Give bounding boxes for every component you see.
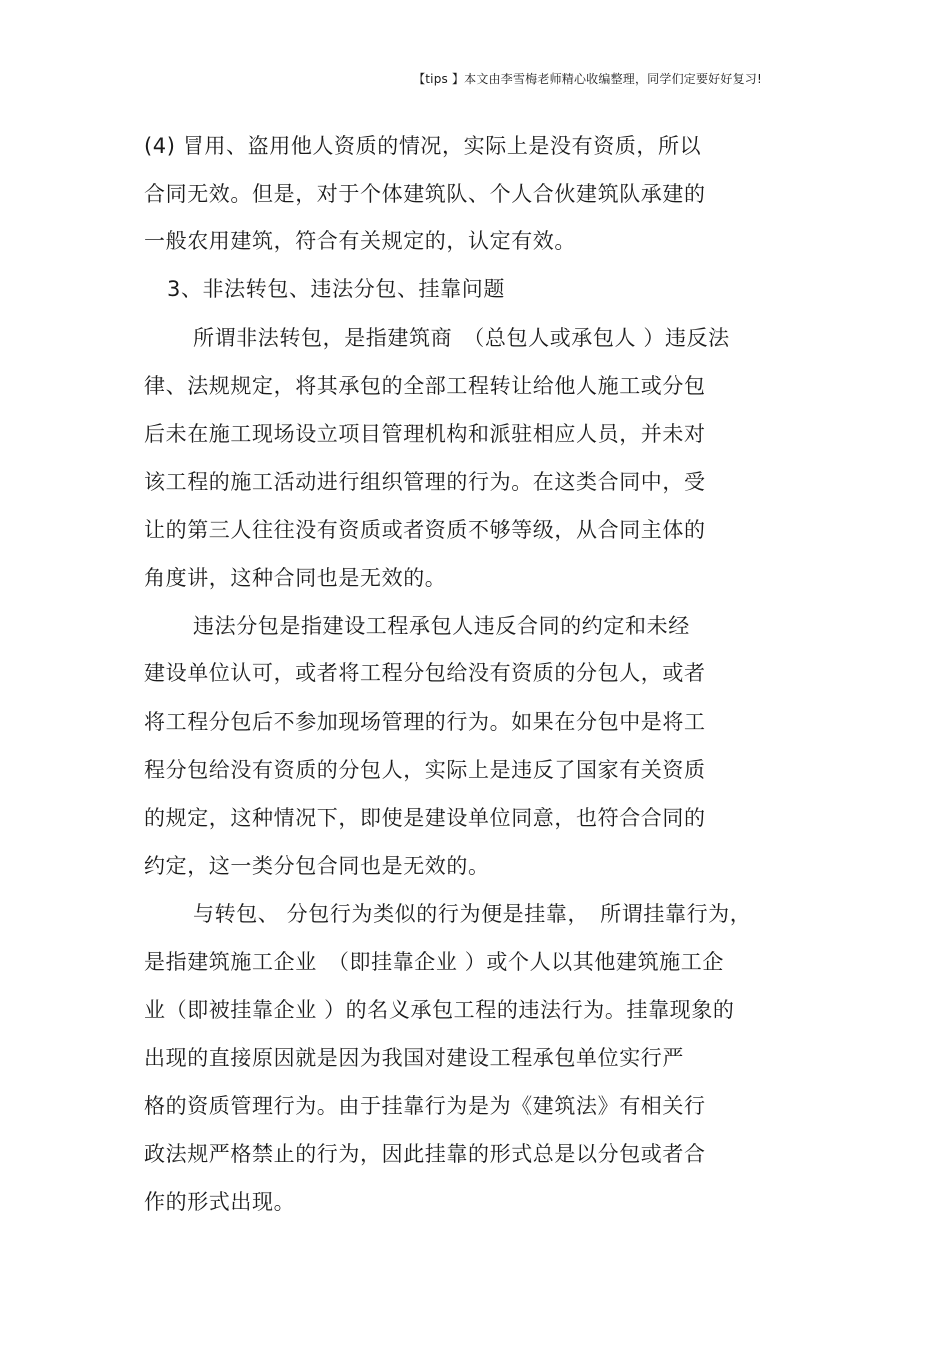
body-line: 违法分包是指建设工程承包人违反合同的约定和未经 <box>193 614 690 638</box>
header-tip: 【tips 】本文由李雪梅老师精心收编整理，同学们定要好好复习! <box>413 72 762 86</box>
body-line: 将工程分包后不参加现场管理的行为。如果在分包中是将工 <box>144 710 706 734</box>
section-heading: 3、非法转包、违法分包、挂靠问题 <box>167 277 505 301</box>
body-line: 出现的直接原因就是因为我国对建设工程承包单位实行严 <box>144 1046 684 1070</box>
body-line: 约定，这一类分包合同也是无效的。 <box>144 854 490 878</box>
body-line: 作的形式出现。 <box>144 1190 296 1214</box>
body-line: 合同无效。但是，对于个体建筑队、个人合伙建筑队承建的 <box>144 182 706 206</box>
body-line: 业（即被挂靠企业 ）的名义承包工程的违法行为。挂靠现象的 <box>144 998 735 1022</box>
body-line: (4) 冒用、盗用他人资质的情况，实际上是没有资质，所以 <box>144 134 702 158</box>
body-line: 让的第三人往往没有资质或者资质不够等级，从合同主体的 <box>144 518 706 542</box>
body-line: 所谓非法转包，是指建筑商 （总包人或承包人 ）违反法 <box>193 326 730 350</box>
body-line: 程分包给没有资质的分包人，实际上是违反了国家有关资质 <box>144 758 706 782</box>
body-line: 格的资质管理行为。由于挂靠行为是为《建筑法》有相关行 <box>144 1094 706 1118</box>
body-line: 与转包、 分包行为类似的行为便是挂靠， 所谓挂靠行为， <box>193 902 752 926</box>
body-line: 一般农用建筑，符合有关规定的，认定有效。 <box>144 229 576 253</box>
body-line: 角度讲，这种合同也是无效的。 <box>144 566 447 590</box>
body-line: 政法规严格禁止的行为，因此挂靠的形式总是以分包或者合 <box>144 1142 706 1166</box>
body-line: 建设单位认可，或者将工程分包给没有资质的分包人，或者 <box>144 661 706 685</box>
body-line: 的规定，这种情况下，即使是建设单位同意，也符合合同的 <box>144 806 706 830</box>
body-line: 后未在施工现场设立项目管理机构和派驻相应人员，并未对 <box>144 422 706 446</box>
body-line: 该工程的施工活动进行组织管理的行为。在这类合同中，受 <box>144 470 706 494</box>
body-line: 是指建筑施工企业 （即挂靠企业 ）或个人以其他建筑施工企 <box>144 950 724 974</box>
body-line: 律、法规规定，将其承包的全部工程转让给他人施工或分包 <box>144 374 706 398</box>
